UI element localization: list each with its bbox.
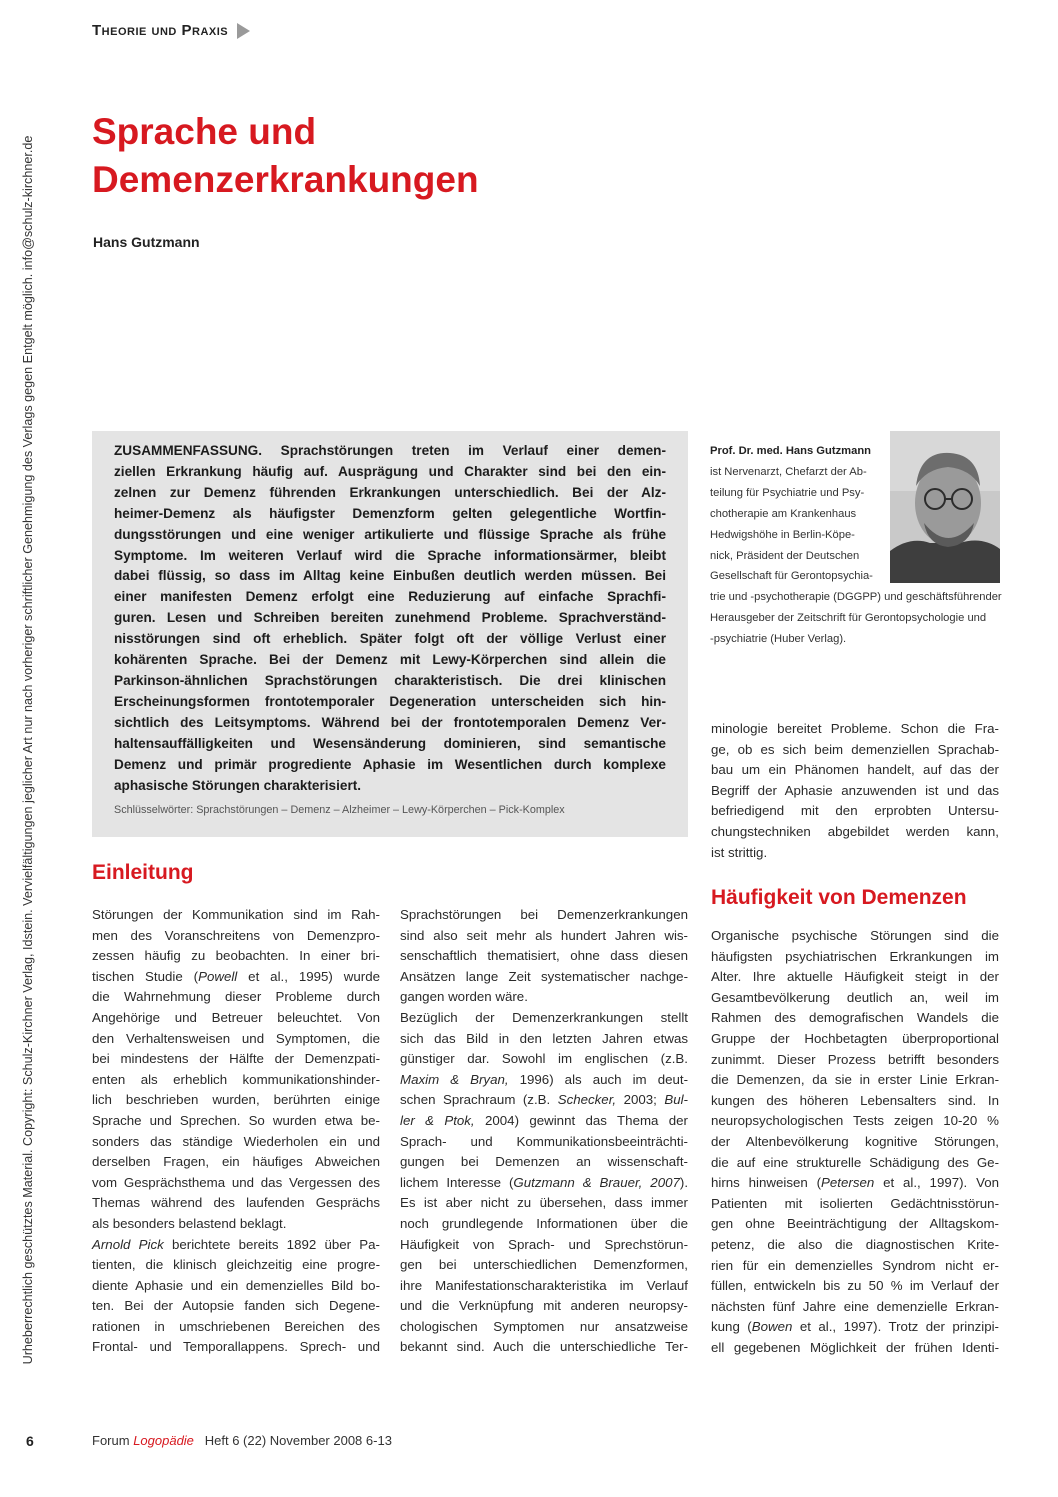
text-line: derselben Fragen, ein häufiges Abweichen	[92, 1154, 380, 1170]
text-line: die Wahrnehmung dieser Probleme durch	[92, 989, 380, 1005]
text-line: ell gegebenen Möglichkeit der frühen Identi-	[711, 1339, 999, 1355]
text-line: chungstechniken abgebildet werden kann,	[711, 823, 999, 839]
body-column-3	[711, 926, 999, 1358]
section-header	[92, 22, 250, 39]
body-column-1	[92, 905, 380, 1358]
portrait-image	[890, 431, 1000, 583]
text-line: diente Aphasie und ein demenzielles Bild bo-	[92, 1277, 380, 1293]
body-column-3-top	[711, 719, 999, 863]
journal-name: Logopädie	[133, 1433, 194, 1448]
text-line: Ansätzen lange Zeit systematischer nachge-	[400, 968, 688, 984]
text-line: haltensauffälligkeiten und Wesensänderung dominieren, sind semantische	[114, 735, 666, 751]
text-line: minologie bereitet Probleme. Schon die Fra-	[711, 721, 999, 736]
text-line: Alter. Ihre aktuelle Häufigkeit steigt in der	[711, 969, 999, 985]
bio-line: Herausgeber der Zeitschrift für Gerontopsychologie und	[710, 612, 987, 625]
text-line: Themas während des laufenden Gesprächs	[92, 1195, 380, 1211]
title-line: Sprache und	[92, 111, 317, 152]
article-title	[92, 108, 692, 204]
play-arrow-icon	[237, 23, 250, 39]
title-line: Demenzerkrankungen	[92, 159, 479, 200]
heading-haeufigkeit: Häufigkeit von Demenzen	[711, 886, 967, 909]
bio-line: trie und -psychotherapie (DGGPP) und geschäftsführender	[710, 591, 1002, 604]
text-line: bekannt sind. Auch die unterschiedliche Ter-	[400, 1339, 688, 1355]
text-line: kungen des höheren Lebensalters sind. In	[711, 1092, 999, 1108]
text-line: als besonders belastend beklagt.	[92, 1215, 287, 1231]
text-line: hirns hinweisen (Petersen et al., 1997). Von	[711, 1175, 999, 1191]
text-line: Erscheinungsformen frontotemporaler Degeneration unterscheiden sich hin-	[114, 693, 666, 709]
abstract-box	[92, 431, 688, 837]
text-line: Demenz und primär progrediente Aphasie im Wesentlichen durch komplexe	[114, 756, 666, 772]
text-line: Symptome. Im weiteren Verlauf wird die Sprache informationsärmer, bleibt	[114, 547, 666, 563]
text-line: Rahmen des demografischen Wandels die	[711, 1010, 999, 1026]
bio-line: -psychiatrie (Huber Verlag).	[710, 633, 847, 646]
bio-line: teilung für Psychiatrie und Psy-	[710, 486, 865, 499]
bio-line: ist Nervenarzt, Chefarzt der Ab-	[710, 465, 867, 478]
text-line: gen bei unterschiedlichen Demenzformen,	[400, 1257, 688, 1273]
text-line: enten als erheblich kommunikationshinder-	[92, 1071, 380, 1087]
text-line: schen Sprachraum (z.B. Schecker, 2003; Bul-	[400, 1092, 688, 1108]
text-line: rationen in umschriebenen Bereichen des	[92, 1318, 380, 1334]
bio-line: chotherapie am Krankenhaus	[710, 507, 857, 520]
text-line: lichem Interesse (Gutzmann & Brauer, 2007).	[400, 1174, 689, 1190]
text-line: lich beschrieben wurden, berührten einige	[92, 1092, 380, 1108]
journal-footer	[92, 1433, 392, 1448]
text-line: Frontal- und Temporallappens. Sprech- und	[92, 1339, 380, 1355]
text-line: Sprache und Sprechen. So wurden etwa be-	[92, 1112, 380, 1128]
text-line: Es ist aber nicht zu übersehen, dass immer	[400, 1195, 688, 1211]
text-line: Arnold Pick berichtete bereits 1892 über Pa-	[92, 1236, 380, 1252]
text-line: Bezüglich der Demenzerkrankungen stellt	[400, 1009, 688, 1025]
text-line: neuropsychologischen Tests zeigen 10-20 %	[711, 1113, 999, 1129]
abstract-text	[114, 441, 666, 796]
text-line: petenz, die also die diagnostischen Krite-	[711, 1236, 999, 1252]
text-line: Störungen der Kommunikation sind im Rah-	[92, 907, 380, 922]
text-line: vom Gesprächsthema und das Vergessen des	[92, 1174, 380, 1190]
text-line: und die Verknüpfung mit anderen neuropsy-	[400, 1298, 688, 1314]
text-line: Gesamtbevölkerung deutlich an, weil im	[711, 989, 999, 1005]
text-line: ziellen Erkrankung häufig auf. Ausprägung und Charakter sind bei den ein-	[114, 463, 666, 479]
keywords: Schlüsselwörter: Sprachstörungen – Demenz – Alzheimer – Lewy-Körperchen – Pick-Komplex	[114, 804, 565, 816]
text-line: zelnen zur Demenz führenden Erkrankungen unterschiedlich. Bei der Alz-	[114, 484, 666, 500]
text-line: bei mindestens der Hälfte der Demenzpati-	[92, 1051, 380, 1067]
text-line: Sprachstörungen bei Demenzerkrankungen	[400, 907, 688, 922]
author-name: Hans Gutzmann	[93, 234, 200, 250]
text-line: men des Voranschreitens von Demenzpro-	[92, 927, 380, 943]
text-line: gen ohne Beeinträchtigung der Alltagskom-	[711, 1216, 999, 1232]
page-number: 6	[26, 1433, 34, 1449]
text-line: der Altenbevölkerung kognitive Störungen,	[711, 1133, 999, 1149]
text-line: ist strittig.	[711, 844, 768, 860]
text-line: Organische psychische Störungen sind die	[711, 928, 999, 943]
bio-line: Hedwigshöhe in Berlin-Köpe-	[710, 528, 855, 541]
text-line: füllen, entwickeln bis zu 50 % im Verlauf der	[711, 1278, 999, 1294]
text-line: günstiger dar. Sowohl im englischen (z.B.	[400, 1051, 688, 1067]
text-line: befriedigend mit den erprobten Untersu-	[711, 803, 999, 819]
text-line: sich das Bild in den letzten Jahren etwas	[400, 1030, 688, 1046]
text-line: zessen häufig zu beobachten. In einer bri-	[92, 948, 380, 964]
journal-issue: Heft 6 (22) November 2008 6-13	[204, 1433, 392, 1448]
text-line: Angehörige und Betreuer beleuchtet. Von	[92, 1009, 380, 1025]
text-line: ten. Bei der Autopsie fanden sich Degene-	[92, 1298, 380, 1314]
text-line: ihre Manifestationscharakteristika im Verlauf	[400, 1277, 688, 1293]
text-line: tienten, die klinisch gleichzeitig eine progre-	[92, 1257, 380, 1273]
text-line: gangen worden wäre.	[400, 989, 528, 1005]
text-line: Gruppe der Hochbetagten überproportional	[711, 1030, 999, 1046]
body-column-2	[400, 905, 688, 1358]
text-line: Sprach- und Kommunikationsbeeinträchti-	[400, 1133, 688, 1149]
journal-prefix: Forum	[92, 1433, 130, 1448]
text-line: Maxim & Bryan, 1996) als auch im deut-	[400, 1071, 688, 1087]
text-line: aphasische Störungen charakterisiert.	[114, 777, 362, 793]
copyright-text: Urheberrechtlich geschütztes Material. Copyright: Schulz-Kirchner Verlag, Idstein. Vervielfältigungen jeglicher Art nur nach vorheriger schriftlicher Genehmigung des Verlags gegen Entgelt möglich. info@schulz-kirchner.de	[21, 135, 35, 1365]
text-line: Häufigkeit von Sprach- und Sprechstörun-	[400, 1236, 688, 1252]
text-line: chologischen Symptomen nur ansatzweise	[400, 1318, 688, 1334]
text-line: die auf eine strukturelle Schädigung des Ge-	[711, 1154, 999, 1170]
bio-line: nick, Präsident der Deutschen	[710, 549, 860, 562]
text-line: Patienten mit isolierten Gedächtnisstörun-	[711, 1195, 999, 1211]
text-line: kohärenten Sprache. Bei der Demenz mit Lewy-Körperchen sind allein die	[114, 652, 666, 668]
section-label: Theorie und Praxis	[92, 22, 229, 39]
text-line: ge, ob es sich beim demenziellen Sprachab-	[711, 741, 999, 757]
text-line: zunimmt. Dieser Prozess betrifft besonders	[711, 1051, 999, 1067]
text-line: den Verhaltensweisen und Symptomen, die	[92, 1030, 380, 1046]
text-line: nächsten fünf Jahre eine demenzielle Erkran-	[711, 1298, 999, 1314]
text-line: nisstörungen sind oft erheblich. Später folgt oft der völlige Verlust einer	[114, 631, 666, 647]
text-line: rien für ein demenzielles Syndrom nicht er-	[711, 1257, 999, 1273]
author-photo	[890, 431, 1000, 583]
text-line: noch grundlegende Informationen über die	[400, 1215, 688, 1231]
copyright-side-note	[8, 60, 48, 1440]
text-line: tischen Studie (Powell et al., 1995) wurde	[92, 968, 380, 984]
text-line: sichtlich des Leitsymptoms. Während bei der frontotemporalen Demenz Ver-	[114, 714, 666, 730]
text-line: die Demenzen, da sie in erster Linie Erkran-	[711, 1072, 999, 1088]
heading-einleitung: Einleitung	[92, 861, 194, 884]
text-line: senschaftlich thematisiert, ohne dass diesen	[400, 948, 688, 964]
text-line: kung (Bowen et al., 1997). Trotz der prinzipi-	[711, 1319, 999, 1335]
text-line: gungen bei Demenzen an wissenschaft-	[400, 1154, 688, 1170]
text-line: ZUSAMMENFASSUNG. Sprachstörungen treten im Verlauf einer demen-	[114, 443, 666, 458]
bio-line: Gesellschaft für Gerontopsychia-	[710, 570, 873, 583]
text-line: sind also seit mehr als hundert Jahren wis-	[400, 927, 688, 943]
text-line: Parkinson-ähnlichen Sprachstörungen charakteristisch. Die drei klinischen	[114, 672, 666, 688]
bio-name: Prof. Dr. med. Hans Gutzmann	[710, 445, 871, 457]
text-line: heimer-Demenz als häufigster Demenzform gelten gelegentliche Wortfin-	[114, 505, 666, 521]
text-line: sonders das ständige Wiederholen ein und	[92, 1133, 380, 1149]
text-line: häufigsten psychiatrischen Erkrankungen im	[711, 948, 999, 964]
text-line: einer manifesten Demenz erfolgt eine Reduzierung auf einfache Sprachfi-	[114, 589, 666, 605]
text-line: dungsstörungen und eine weniger artikulierte und flüssige Sprache als frühe	[114, 526, 666, 542]
text-line: dabei flüssig, so dass im Alltag keine Einbußen deutlich werden müssen. Bei	[114, 568, 666, 584]
text-line: bau um ein Phänomen handelt, auf das der	[711, 762, 999, 778]
text-line: Begriff der Aphasie anzuwenden ist und das	[711, 782, 999, 798]
text-line: ler & Ptok, 2004) gewinnt das Thema der	[400, 1112, 688, 1128]
text-line: guren. Lesen und Schreiben bereiten zunehmend Probleme. Sprachverständ-	[114, 610, 666, 626]
